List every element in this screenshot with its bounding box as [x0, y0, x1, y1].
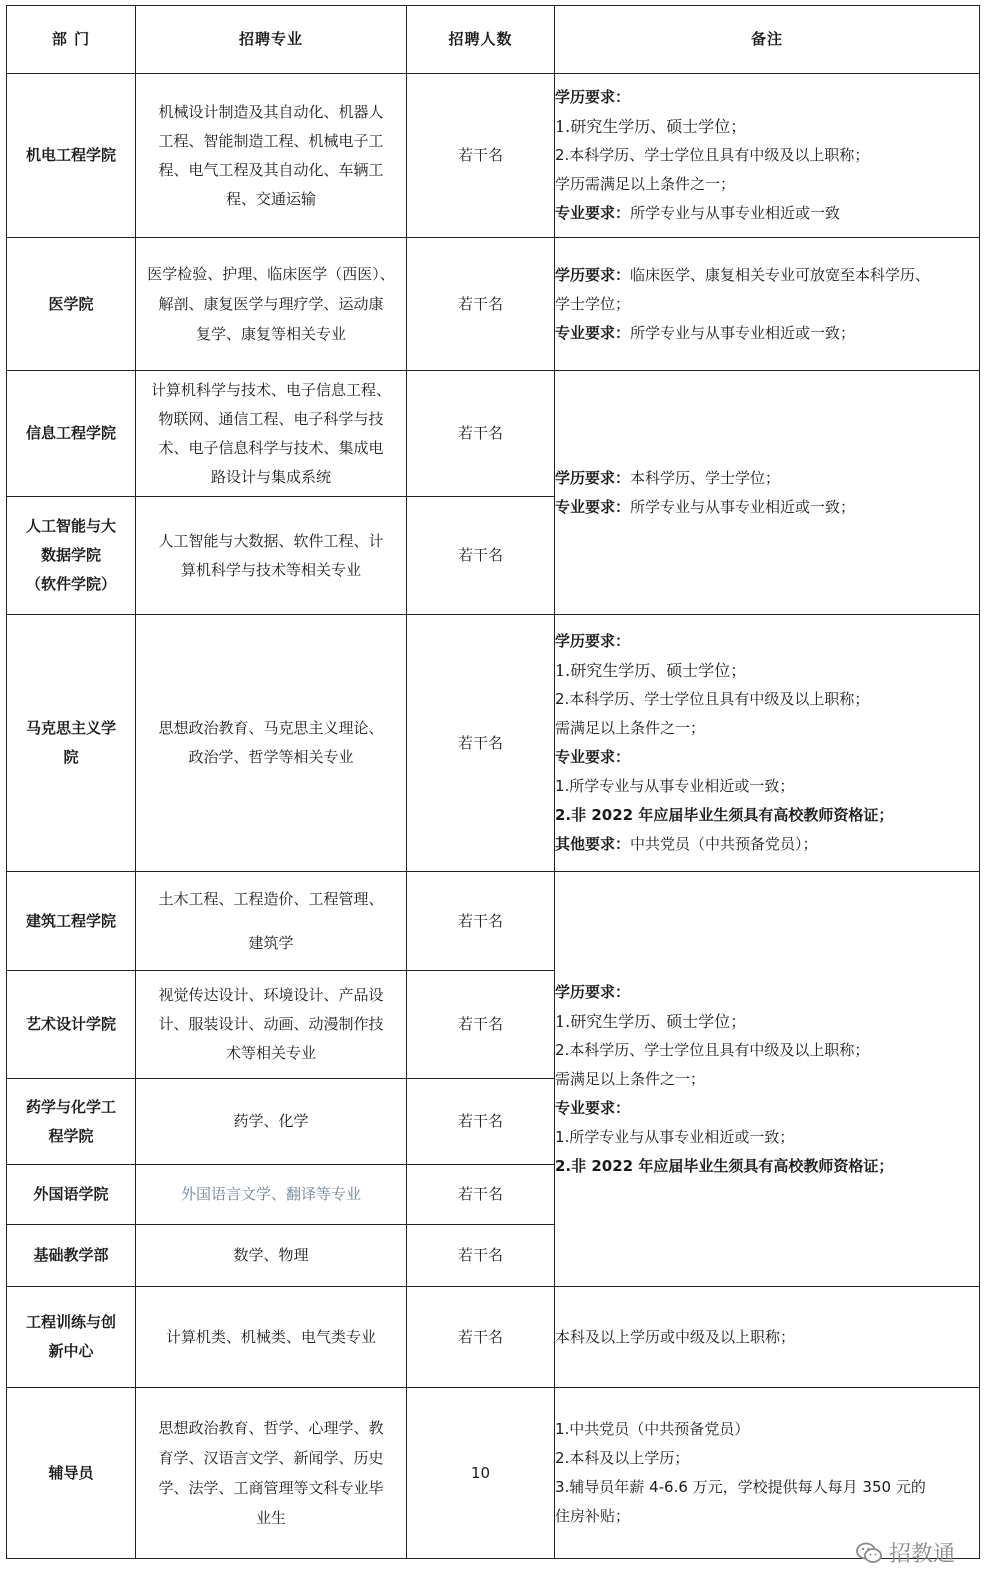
count-cell: 若干名: [407, 1079, 555, 1165]
dept-cell: 工程训练与创 新中心: [7, 1287, 136, 1388]
dept-cell: 艺术设计学院: [7, 971, 136, 1079]
note-cell: 1.中共党员（中共预备党员） 2.本科及以上学历； 3.辅导员年薪 4-6.6 万元，学校提供每人每月 350 元的 住房补贴；: [555, 1388, 980, 1559]
count-cell: 若干名: [407, 971, 555, 1079]
table-row: [7, 371, 980, 497]
wechat-icon: [855, 1541, 883, 1565]
count-cell: 若干名: [407, 1225, 555, 1287]
dept-cell: 建筑工程学院: [7, 872, 136, 971]
major-cell: 药学、化学: [136, 1079, 407, 1165]
count-cell: 若干名: [407, 872, 555, 971]
table-row: [7, 1388, 980, 1559]
count-cell: 若干名: [407, 1165, 555, 1225]
header-note: 备注: [555, 6, 980, 74]
major-cell: 数学、物理: [136, 1225, 407, 1287]
table-row: [7, 615, 980, 872]
major-cell: 机械设计制造及其自动化、机器人 工程、智能制造工程、机械电子工 程、电气工程及其自动化、车辆工 程、交通运输: [136, 74, 407, 238]
table-row: [7, 238, 980, 371]
dept-cell: 基础教学部: [7, 1225, 136, 1287]
table-row: [7, 872, 980, 971]
major-cell: 人工智能与大数据、软件工程、计 算机科学与技术等相关专业: [136, 497, 407, 615]
dept-cell: 外国语学院: [7, 1165, 136, 1225]
major-cell: 外国语言文学、翻译等专业: [136, 1165, 407, 1225]
dept-cell: 人工智能与大 数据学院 （软件学院）: [7, 497, 136, 615]
header-major: 招聘专业: [136, 6, 407, 74]
count-cell: 若干名: [407, 615, 555, 872]
major-cell: 土木工程、工程造价、工程管理、 建筑学: [136, 872, 407, 971]
note-cell: 学历要求：本科学历、学士学位； 专业要求：所学专业与从事专业相近或一致；: [555, 371, 980, 615]
count-cell: 若干名: [407, 497, 555, 615]
count-cell: 若干名: [407, 238, 555, 371]
note-cell: 学历要求： 1.研究生学历、硕士学位； 2.本科学历、学士学位且具有中级及以上职称； 学历需满足以上条件之一； 专业要求：所学专业与从事专业相近或一致: [555, 74, 980, 238]
dept-cell: 马克思主义学 院: [7, 615, 136, 872]
major-cell: 思想政治教育、马克思主义理论、 政治学、哲学等相关专业: [136, 615, 407, 872]
major-cell: 计算机科学与技术、电子信息工程、 物联网、通信工程、电子科学与技 术、电子信息科学与技术、集成电 路设计与集成系统: [136, 371, 407, 497]
count-cell: 10: [407, 1388, 555, 1559]
dept-cell: 信息工程学院: [7, 371, 136, 497]
note-cell: 本科及以上学历或中级及以上职称；: [555, 1287, 980, 1388]
table-row: [7, 74, 980, 238]
major-cell: 计算机类、机械类、电气类专业: [136, 1287, 407, 1388]
watermark-text: 招教通: [888, 1542, 955, 1567]
header-count: 招聘人数: [407, 6, 555, 74]
header-dept: 部 门: [7, 6, 136, 74]
table-header-row: [7, 6, 980, 74]
major-cell: 医学检验、护理、临床医学（西医）、 解剖、康复医学与理疗学、运动康 复学、康复等相关专业: [136, 238, 407, 371]
watermark: [855, 1537, 955, 1568]
dept-cell: 药学与化学工 程学院: [7, 1079, 136, 1165]
note-cell: 学历要求：临床医学、康复相关专业可放宽至本科学历、 学士学位； 专业要求：所学专业与从事专业相近或一致；: [555, 238, 980, 371]
table-row: [7, 1287, 980, 1388]
dept-cell: 辅导员: [7, 1388, 136, 1559]
dept-cell: 机电工程学院: [7, 74, 136, 238]
note-cell: 学历要求： 1.研究生学历、硕士学位； 2.本科学历、学士学位且具有中级及以上职称； 需满足以上条件之一； 专业要求： 1.所学专业与从事专业相近或一致； 2.非 2022 年应届毕业生须具有高校教师资格证；: [555, 872, 980, 1287]
dept-cell: 医学院: [7, 238, 136, 371]
count-cell: 若干名: [407, 371, 555, 497]
recruitment-table: [6, 5, 980, 1559]
count-cell: 若干名: [407, 74, 555, 238]
major-cell: 思想政治教育、哲学、心理学、教 育学、汉语言文学、新闻学、历史 学、法学、工商管理等文科专业毕 业生: [136, 1388, 407, 1559]
note-cell: 学历要求： 1.研究生学历、硕士学位； 2.本科学历、学士学位且具有中级及以上职称； 需满足以上条件之一； 专业要求： 1.所学专业与从事专业相近或一致； 2.非 2022 年应届毕业生须具有高校教师资格证； 其他要求：中共党员（中共预备党员）；: [555, 615, 980, 872]
count-cell: 若干名: [407, 1287, 555, 1388]
major-cell: 视觉传达设计、环境设计、产品设 计、服装设计、动画、动漫制作技 术等相关专业: [136, 971, 407, 1079]
